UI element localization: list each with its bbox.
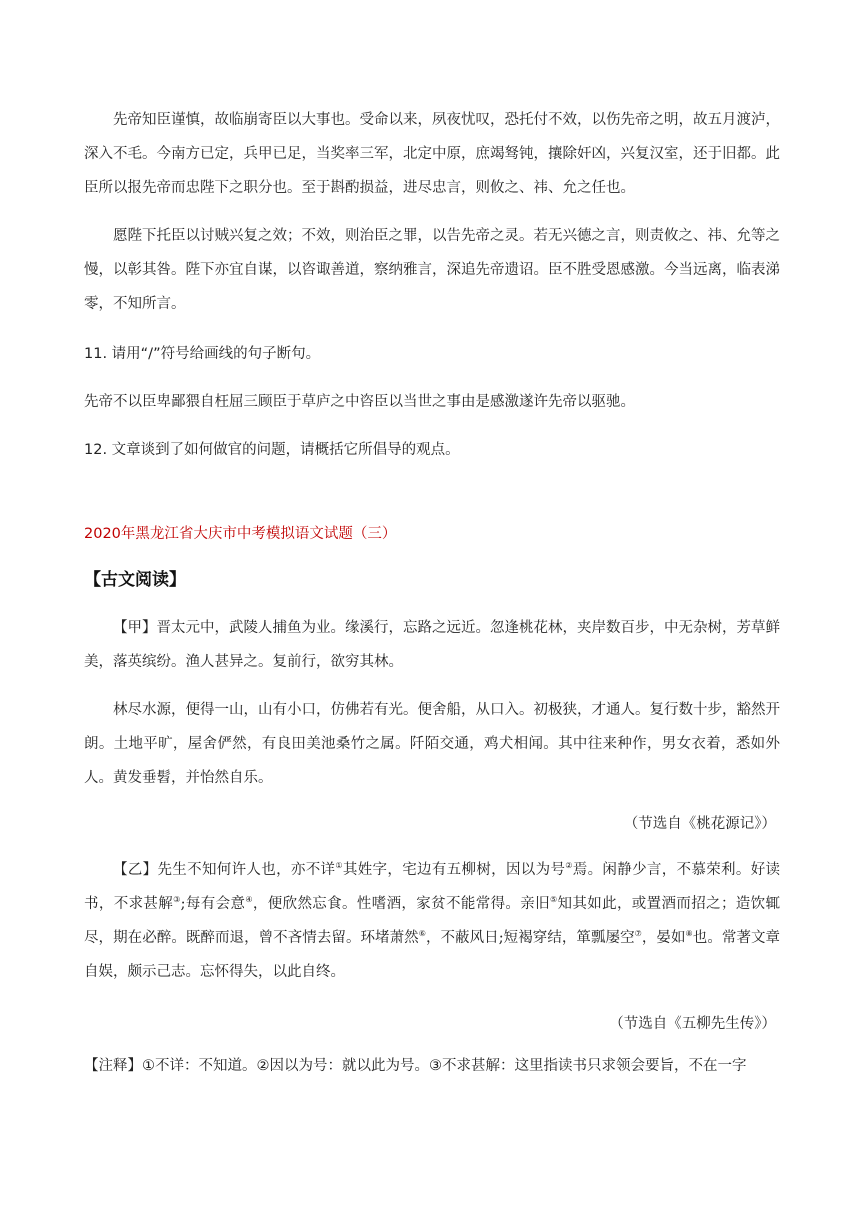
question-11: 11. 请用“/”符号给画线的句子断句。: [84, 346, 321, 362]
footnote-marker: ⑤: [550, 895, 558, 904]
yi-source: （节选自《五柳先生传》）: [609, 1016, 776, 1032]
annotation-text: ①不详：不知道。②因以为号：就以此为号。③不求甚解：这里指读书只求领会要旨，不在一字: [142, 1058, 747, 1074]
passage-paragraph-1: 先帝知臣谨慎，故临崩寄臣以大事也。受命以来，夙夜忧叹，恐托付不效，以伤先帝之明，故五月渡泸，深入不毛。今南方已定，兵甲已足，当奖率三军，北定中原，庶竭驽钝，攘除奸凶，兴复汉室，还于旧都。此臣所以报先帝而忠陛下之职分也。至于斟酌损益，进尽忠言，则攸之、祎、允之任也。: [84, 112, 780, 196]
footnote-marker: ①: [335, 861, 343, 870]
section-title: 2020年黑龙江省大庆市中考模拟语文试题（三）: [84, 526, 397, 542]
footnote-marker: ⑧: [685, 929, 693, 938]
passage-paragraph-2: 愿陛下托臣以讨贼兴复之效；不效，则治臣之罪，以告先帝之灵。若无兴德之言，则责攸之、祎、允等之慢，以彰其咎。陛下亦宜自谋，以咨诹善道，察纳雅言，深追先帝遗诏。臣不胜受恩感激。今当远离，临表涕零，不知所言。: [84, 228, 780, 312]
jia-paragraph-2: 林尽水源，便得一山，山有小口，仿佛若有光。便舍船，从口入。初极狭，才通人。复行数十步，豁然开朗。土地平旷，屋舍俨然，有良田美池桑竹之属。阡陌交通，鸡犬相闻。其中往来种作，男女衣着，悉如外人。黄发垂髫，并怡然自乐。: [84, 702, 780, 786]
yi-paragraph: 【乙】先生不知何许人也，亦不详①其姓字，宅边有五柳树，因以为号②焉。闲静少言，不慕荣利。好读书，不求甚解③;每有会意④，便欣然忘食。性嗜酒，家贫不能常得。亲旧⑤知其如此，或置酒而招之；造饮辄尽，期在必醉。既醉而退，曾不吝情去留。环堵萧然⑥，不蔽风日;短褐穿结，箪瓢屡空⑦，晏如⑧也。常著文章自娱，颇示己志。忘怀得失，以此自终。: [84, 861, 781, 980]
question-12: 12. 文章谈到了如何做官的问题，请概括它所倡导的观点。: [84, 442, 460, 458]
footnote-marker: ⑦: [634, 929, 642, 938]
question-11-sentence: 先帝不以臣卑鄙猥自枉屈三顾臣于草庐之中咨臣以当世之事由是感激遂许先帝以驱驰。: [84, 394, 635, 410]
jia-paragraph-1: 【甲】晋太元中，武陵人捕鱼为业。缘溪行，忘路之远近。忽逢桃花林，夹岸数百步，中无杂树，芳草鲜美，落英缤纷。渔人甚异之。复前行，欲穷其林。: [84, 620, 780, 670]
footnote-marker: ④: [245, 895, 253, 904]
annotation-label: 【注释】: [84, 1058, 142, 1074]
jia-source: （节选自《桃花源记》）: [623, 816, 776, 832]
footnote-marker: ②: [565, 861, 573, 870]
section-heading: 【古文阅读】: [84, 570, 186, 590]
footnote-marker: ⑥: [418, 929, 426, 938]
footnote-marker: ③: [173, 895, 181, 904]
annotation-notes: [84, 1054, 784, 1078]
